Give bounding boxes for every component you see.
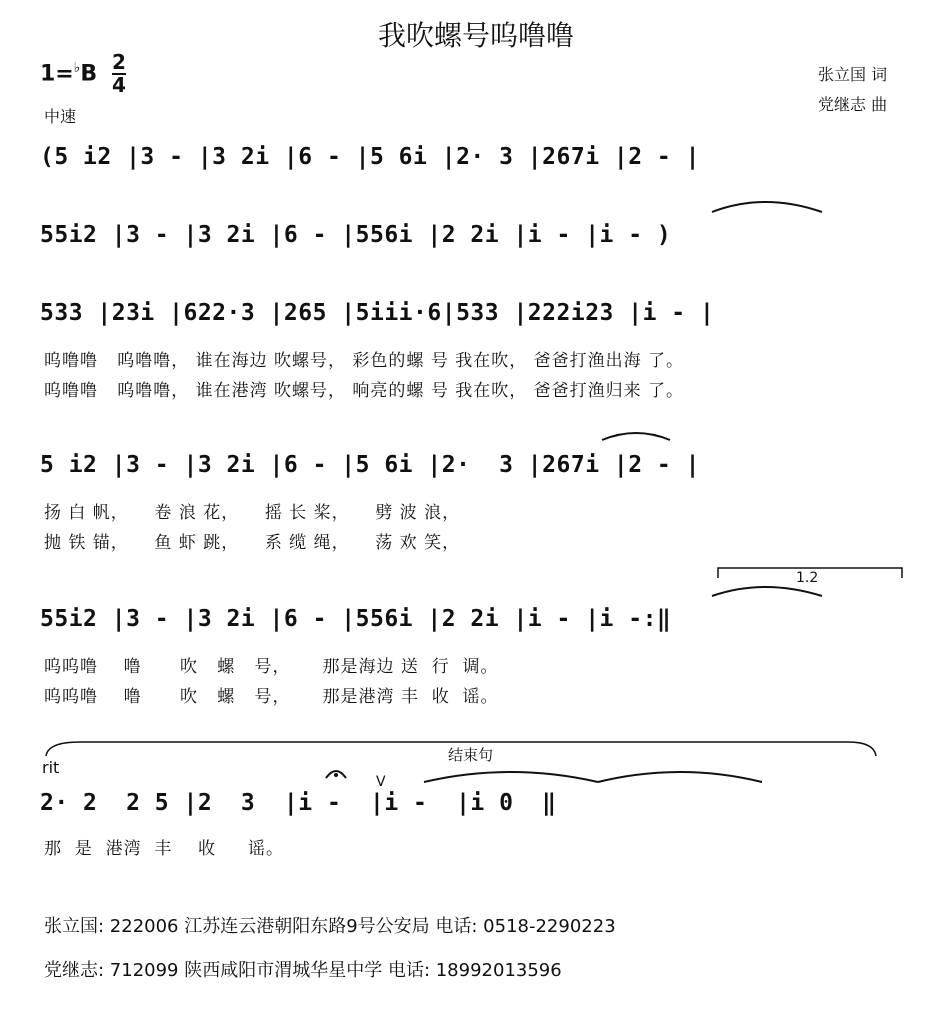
score-line-6: 2· 2 2 5 |2 3 |i - |i - |i 0 ‖ [40,790,557,816]
slur-line-5 [712,587,822,596]
slur-line-6-b [598,772,762,782]
lyric-line-4a: 扬 白 帆， 卷 浪 花， 摇 长 桨， 劈 波 浪， [44,503,461,523]
lyric-line-3b: 呜噜噜 呜噜噜， 谁在港湾 吹螺号， 响亮的螺 号 我在吹， 爸爸打渔归来 了。 [44,381,685,401]
contact-lyricist: 张立国: 222006 江苏连云港朝阳东路9号公安局 电话: 0518-2290223 [44,916,616,937]
key-prefix: 1= [40,61,74,87]
lyric-line-4b: 抛 铁 锚， 鱼 虾 跳， 系 缆 绳， 荡 欢 笑， [44,533,461,553]
lyric-line-5a: 呜呜噜 噜 吹 螺 号， 那是海边 送 行 调。 [44,657,499,677]
time-bottom: 4 [112,73,126,97]
lyric-line-6: 那 是 港湾 丰 收 谣。 [44,839,285,859]
lyric-line-3a: 呜噜噜 呜噜噜， 谁在海边 吹螺号， 彩色的螺 号 我在吹， 爸爸打渔出海 了。 [44,351,685,371]
rit-marking: rit [42,758,60,777]
breath-mark: V [376,774,386,790]
tempo-marking: 中速 [44,107,77,126]
slur-line-2 [712,202,822,212]
composer-credit: 党继志 曲 [818,95,888,114]
score-line-3: 533 |23i |622·3 |265 |5iii·6|533 |222i23 |i - | [40,300,715,326]
score-line-1: (5 i2 |3 - |3 2i |6 - |5 6i |2· 3 |267i |2 - | [40,144,700,170]
ending-label: 结束句 [448,746,494,764]
song-title: 我吹螺号呜噜噜 [377,19,574,52]
contact-composer: 党继志: 712099 陕西咸阳市渭城华星中学 电话: 18992013596 [44,960,562,981]
slur-line-6-a [424,772,598,782]
key-note: B [80,61,98,87]
slur-line-4-a [602,433,670,440]
lyric-line-5b: 呜呜噜 噜 吹 螺 号， 那是港湾 丰 收 谣。 [44,687,499,707]
score-line-2: 55i2 |3 - |3 2i |6 - |556i |2 2i |i - |i - ) [40,222,672,248]
lyricist-credit: 张立国 词 [818,65,888,84]
volta-bracket [718,568,902,578]
rit-bracket [46,742,876,756]
score-line-5: 55i2 |3 - |3 2i |6 - |556i |2 2i |i - |i -:‖ [40,606,672,632]
time-top: 2 [112,50,126,74]
score-line-4: 5 i2 |3 - |3 2i |6 - |5 6i |2· 3 |267i |2 - | [40,452,700,478]
volta-label: 1.2 [796,570,819,586]
key-flat: ♭ [73,60,81,76]
